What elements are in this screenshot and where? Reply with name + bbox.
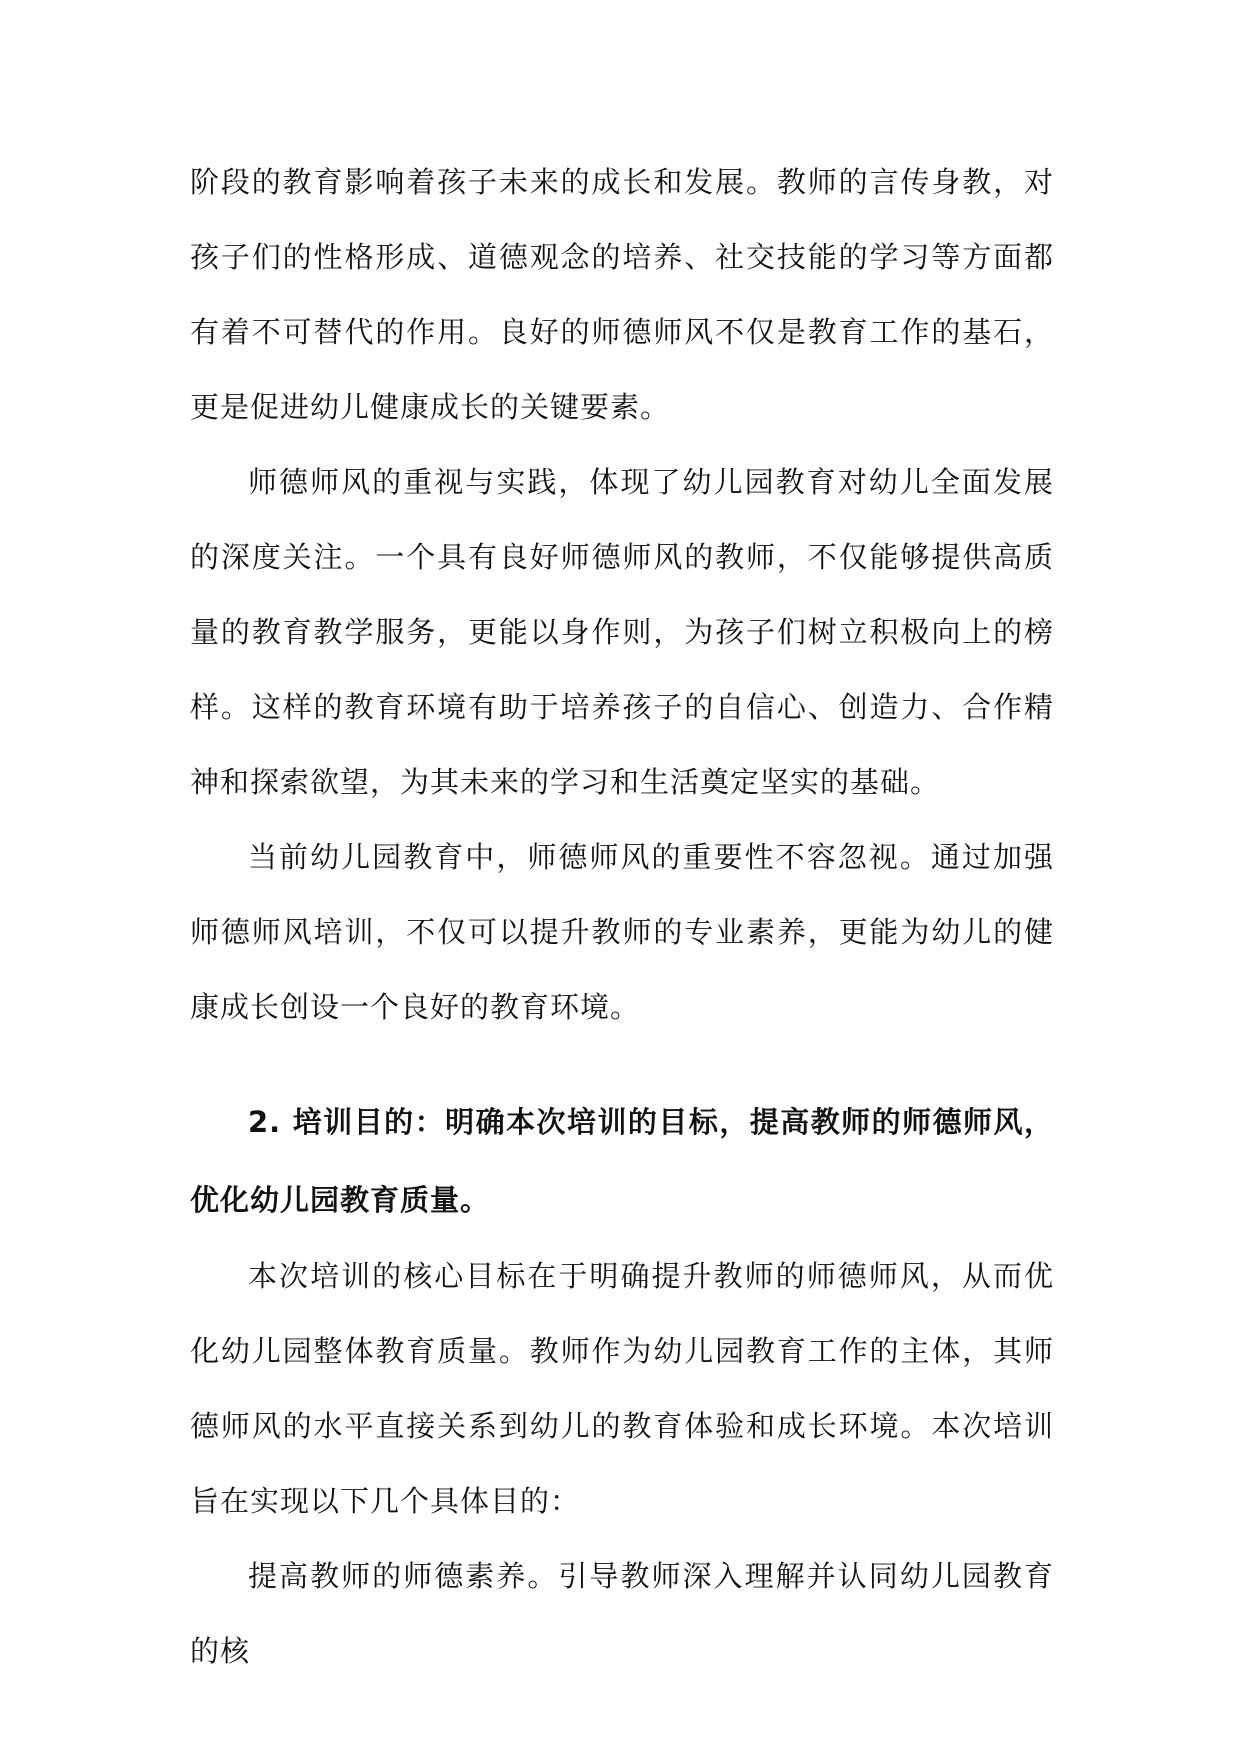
paragraph-4: 本次培训的核心目标在于明确提升教师的师德师风，从而优化幼儿园整体教育质量。教师作为幼儿园教育工作的主体，其师德师风的水平直接关系到幼儿的教育体验和成长环境。本次培训旨在实现以下几个具体目的： <box>190 1259 1054 1518</box>
paragraph-1: 阶段的教育影响着孩子未来的成长和发展。教师的言传身教，对孩子们的性格形成、道德观念的培养、社交技能的学习等方面都有着不可替代的作用。良好的师德师风不仅是教育工作的基石，更是促进幼儿健康成长的关键要素。 <box>190 165 1054 424</box>
section-heading-training-purpose: 2. 培训目的：明确本次培训的目标，提高教师的师德师风，优化幼儿园教育质量。 <box>190 1105 1054 1217</box>
paragraph-3: 当前幼儿园教育中，师德师风的重要性不容忽视。通过加强师德师风培训，不仅可以提升教师的专业素养，更能为幼儿的健康成长创设一个良好的教育环境。 <box>190 840 1054 1024</box>
document-body <box>190 145 1054 1689</box>
paragraph-2: 师德师风的重视与实践，体现了幼儿园教育对幼儿全面发展的深度关注。一个具有良好师德师风的教师，不仅能够提供高质量的教育教学服务，更能以身作则，为孩子们树立积极向上的榜样。这样的教育环境有助于培养孩子的自信心、创造力、合作精神和探索欲望，为其未来的学习和生活奠定坚实的基础。 <box>190 465 1054 799</box>
paragraph-5: 提高教师的师德素养。引导教师深入理解并认同幼儿园教育的核 <box>190 1559 1054 1668</box>
